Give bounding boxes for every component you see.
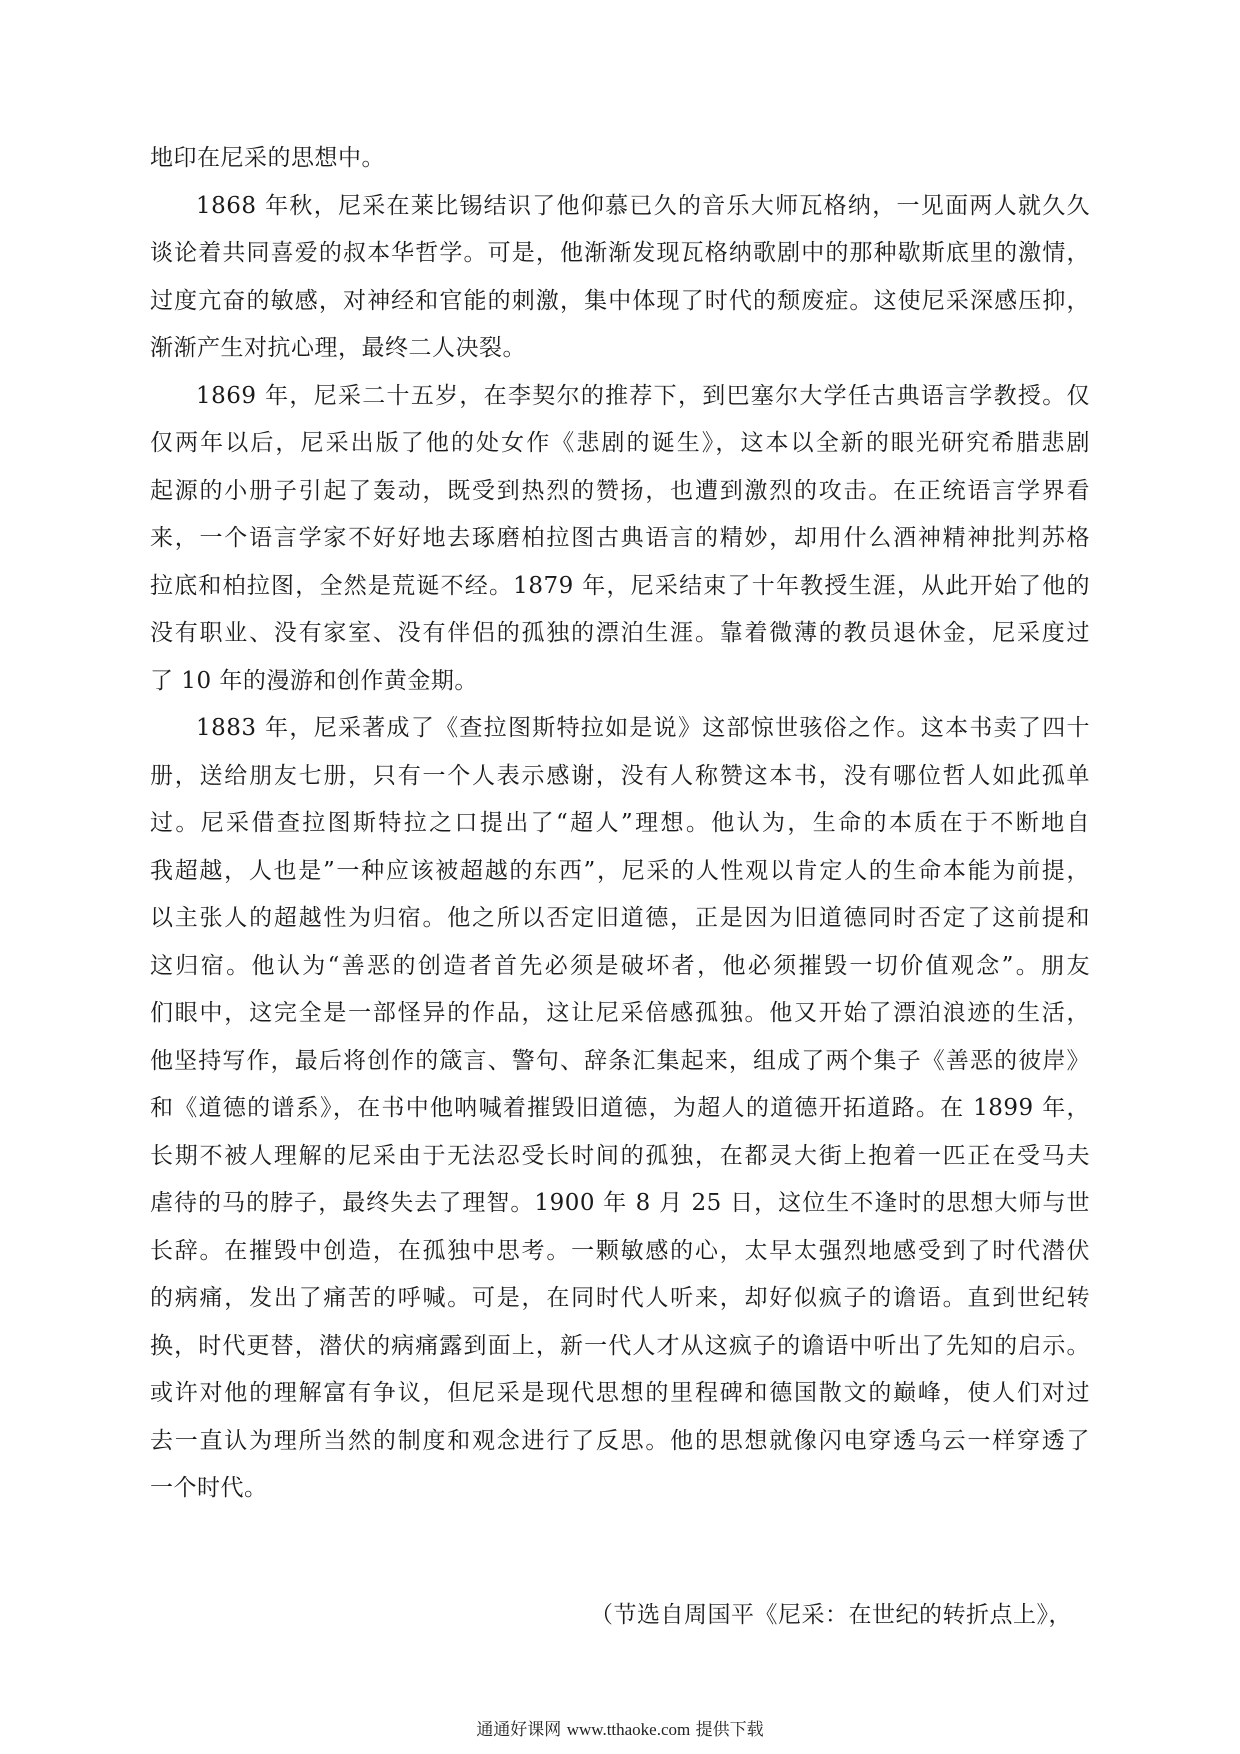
document-body [150, 135, 1090, 1513]
footer [0, 1715, 1240, 1740]
text-line: 没有职业、没有家室、没有伴侣的孤独的漂泊生涯。靠着微薄的教员退休金，尼采度过 [150, 620, 1090, 646]
citation: （节选自周国平《尼采：在世纪的转折点上》， [590, 1602, 1072, 1628]
text-line: 1868 年秋，尼采在莱比锡结识了他仰慕已久的音乐大师瓦格纳，一见面两人就久久 [196, 192, 1090, 219]
footer-url[interactable]: www.tthaoke.com [566, 1720, 691, 1739]
paragraph [150, 183, 1090, 373]
text-line: 册，送给朋友七册，只有一个人表示感谢，没有人称赞这本书，没有哪位哲人如此孤单 [150, 762, 1090, 789]
text-line: 一个时代。 [150, 1475, 268, 1501]
paragraph [150, 705, 1090, 1513]
text-line: 这归宿。他认为“善恶的创造者首先必须是破坏者，他必须摧毁一切价值观念”。朋友 [150, 952, 1090, 979]
text-line: 们眼中，这完全是一部怪异的作品，这让尼采倍感孤独。他又开始了漂泊浪迹的生活， [150, 1000, 1090, 1026]
paragraph [150, 373, 1090, 706]
text-line: 长期不被人理解的尼采由于无法忍受长时间的孤独，在都灵大街上抱着一匹正在受马夫 [150, 1142, 1090, 1169]
text-line: 拉底和柏拉图，全然是荒诞不经。1879 年，尼采结束了十年教授生涯，从此开始了他的 [150, 572, 1090, 599]
text-line: 来，一个语言学家不好好地去琢磨柏拉图古典语言的精妙，却用什么酒神精神批判苏格 [150, 525, 1090, 551]
text-line: 1869 年，尼采二十五岁，在李契尔的推荐下，到巴塞尔大学任古典语言学教授。仅 [196, 382, 1090, 409]
text-line: 虐待的马的脖子，最终失去了理智。1900 年 8 月 25 日，这位生不逢时的思想大师与世 [150, 1190, 1090, 1216]
text-line: 1883 年，尼采著成了《查拉图斯特拉如是说》这部惊世骇俗之作。这本书卖了四十 [196, 715, 1090, 741]
text-line: 地印在尼采的思想中。 [150, 145, 385, 171]
text-line: 去一直认为理所当然的制度和观念进行了反思。他的思想就像闪电穿透乌云一样穿透了 [150, 1427, 1090, 1454]
text-line: 或许对他的理解富有争议，但尼采是现代思想的里程碑和德国散文的巅峰，使人们对过 [150, 1380, 1090, 1406]
text-line: 过度亢奋的敏感，对神经和官能的刺激，集中体现了时代的颓废症。这使尼采深感压抑， [150, 287, 1090, 314]
text-line: 我超越，人也是”一种应该被超越的东西”，尼采的人性观以肯定人的生命本能为前提， [150, 857, 1090, 884]
text-line: 谈论着共同喜爱的叔本华哲学。可是，他渐渐发现瓦格纳歌剧中的那种歇斯底里的激情， [150, 240, 1090, 266]
text-line: 起源的小册子引起了轰动，既受到热烈的赞扬，也遭到激烈的攻击。在正统语言学界看 [150, 477, 1090, 504]
text-line: 换，时代更替，潜伏的病痛露到面上，新一代人才从这疯子的谵语中听出了先知的启示。 [150, 1332, 1090, 1359]
text-line: 长辞。在摧毁中创造，在孤独中思考。一颗敏感的心，太早太强烈地感受到了时代潜伏 [150, 1237, 1090, 1264]
text-line: 以主张人的超越性为归宿。他之所以否定旧道德，正是因为旧道德同时否定了这前提和 [150, 905, 1090, 931]
text-line: 的病痛，发出了痛苦的呼喊。可是，在同时代人听来，却好似疯子的谵语。直到世纪转 [150, 1285, 1090, 1311]
text-line: 了 10 年的漫游和创作黄金期。 [150, 667, 478, 694]
text-line: 和《道德的谱系》，在书中他呐喊着摧毁旧道德，为超人的道德开拓道路。在 1899 年， [150, 1095, 1090, 1121]
text-line: 仅两年以后，尼采出版了他的处女作《悲剧的诞生》，这本以全新的眼光研究希腊悲剧 [150, 430, 1090, 456]
footer-site-name: 通通好课网 [476, 1720, 562, 1740]
text-line: 渐渐产生对抗心理，最终二人决裂。 [150, 335, 526, 361]
paragraph [150, 135, 1090, 183]
footer-suffix: 提供下载 [695, 1720, 764, 1740]
text-line: 他坚持写作，最后将创作的箴言、警句、辞条汇集起来，组成了两个集子《善恶的彼岸》 [150, 1047, 1090, 1074]
text-line: 过。尼采借查拉图斯特拉之口提出了“超人”理想。他认为，生命的本质在于不断地自 [150, 810, 1090, 836]
